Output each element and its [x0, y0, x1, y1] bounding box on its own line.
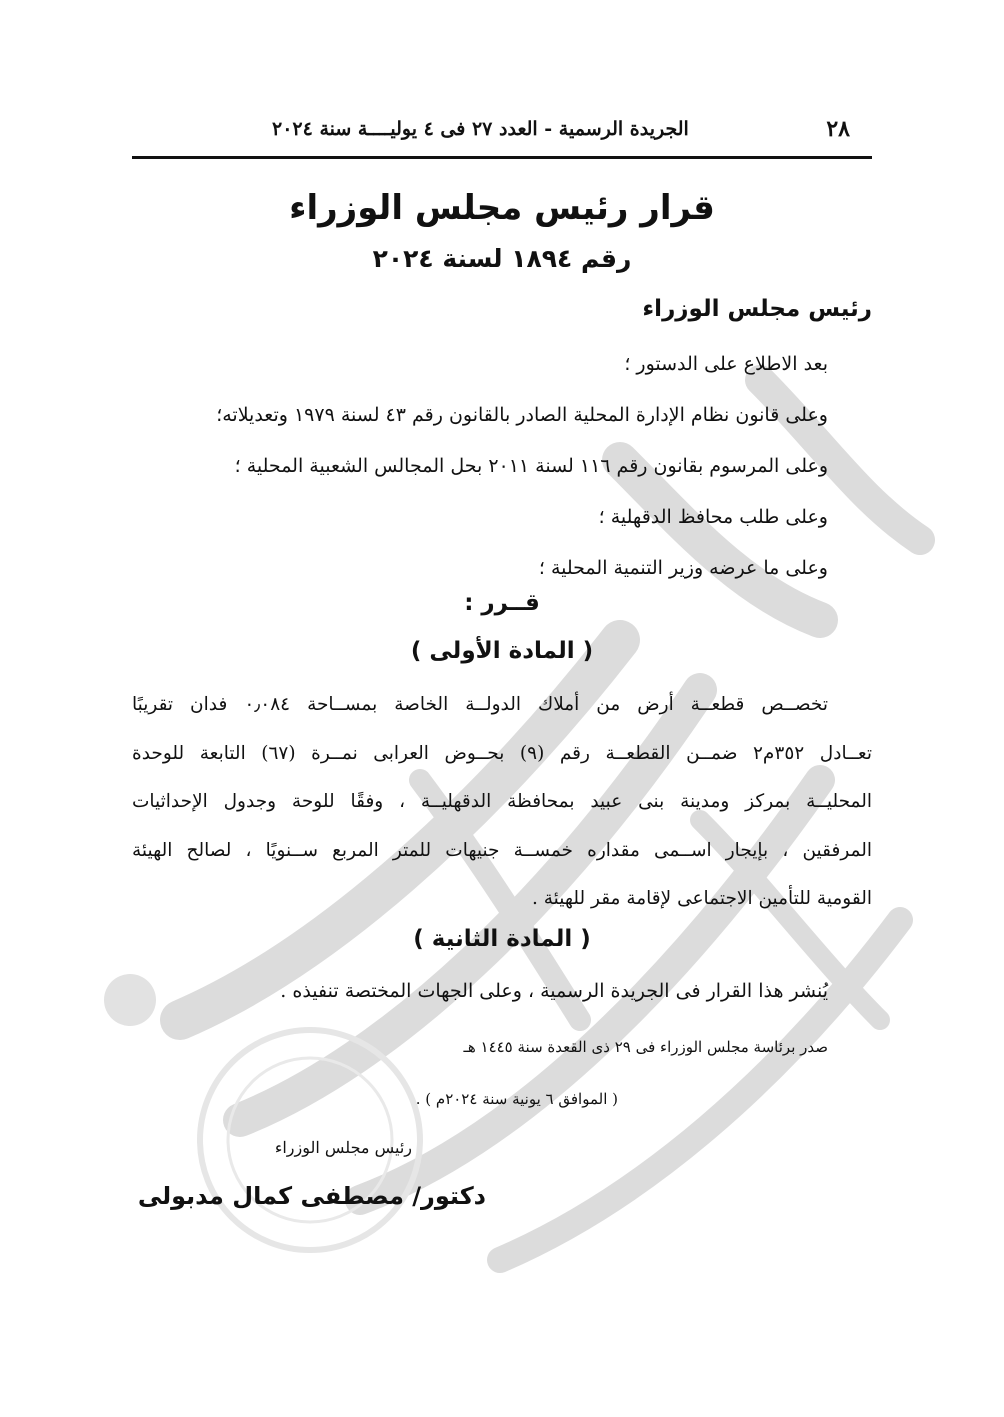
- gazette-header-title: الجريدة الرسمية - العدد ٢٧ فى ٤ يوليــــة سنة ٢٠٢٤: [272, 118, 689, 140]
- article-2-title: ( المادة الثانية ): [413, 926, 591, 952]
- corresponding-date: ( الموافق ٦ يونية سنة ٢٠٢٤م ) .: [415, 1090, 618, 1108]
- issuing-authority: رئيس مجلس الوزراء: [642, 296, 872, 322]
- page-header: [132, 112, 872, 159]
- preamble-item: وعلى المرسوم بقانون رقم ١١٦ لسنة ٢٠١١ بحل المجالس الشعبية المحلية ؛: [234, 455, 828, 477]
- article-2-body: يُنشر هذا القرار فى الجريدة الرسمية ، وعلى الجهات المختصة تنفيذه .: [280, 980, 828, 1002]
- article-1-title: ( المادة الأولى ): [410, 638, 594, 664]
- article-1-line: القومية للتأمين الاجتماعى لإقامة مقر للهيئة .: [531, 888, 872, 909]
- article-1-body: [132, 684, 872, 927]
- preamble-item: وعلى قانون نظام الإدارة المحلية الصادر بالقانون رقم ٤٣ لسنة ١٩٧٩ وتعديلاته؛: [216, 404, 828, 426]
- signature-name: دكتور/ مصطفى كمال مدبولى: [137, 1182, 486, 1210]
- page-number: ٢٨: [826, 116, 850, 142]
- issued-date: صدر برئاسة مجلس الوزراء فى ٢٩ ذى القعدة سنة ١٤٤٥ هـ: [463, 1038, 828, 1056]
- preamble-list: [128, 342, 828, 597]
- decree-number: رقم ١٨٩٤ لسنة ٢٠٢٤: [372, 244, 632, 273]
- signature-title: رئيس مجلس الوزراء: [274, 1138, 412, 1157]
- preamble-item: وعلى طلب محافظ الدقهلية ؛: [598, 506, 828, 528]
- article-1-line: تعــادل ٣٥٢م٢ ضمــن القطعــة رقم (٩) بحــوض العرابى نمــرة (٦٧) التابعة للوحدة: [132, 742, 872, 764]
- preamble-item: بعد الاطلاع على الدستور ؛: [624, 353, 828, 375]
- article-1-line: المرفقين ، بإيجار اســمى مقداره خمســة جنيهات للمتر المربع ســنويًا ، لصالح الهيئة: [132, 839, 872, 861]
- article-1-line: تخصــص قطعــة أرض من أملاك الدولــة الخاصة بمســاحة ٠٫٠٨٤ فدان تقريبًا: [132, 694, 828, 715]
- article-1-line: المحليــة بمركز ومدينة بنى عبيد بمحافظة الدقهليــة ، وفقًا للوحة وجدول الإحداثيات: [132, 791, 872, 812]
- decree-title: قرار رئيس مجلس الوزراء: [289, 188, 715, 228]
- preamble-item: وعلى ما عرضه وزير التنمية المحلية ؛: [538, 557, 828, 579]
- decided-heading: قــرر :: [464, 590, 540, 616]
